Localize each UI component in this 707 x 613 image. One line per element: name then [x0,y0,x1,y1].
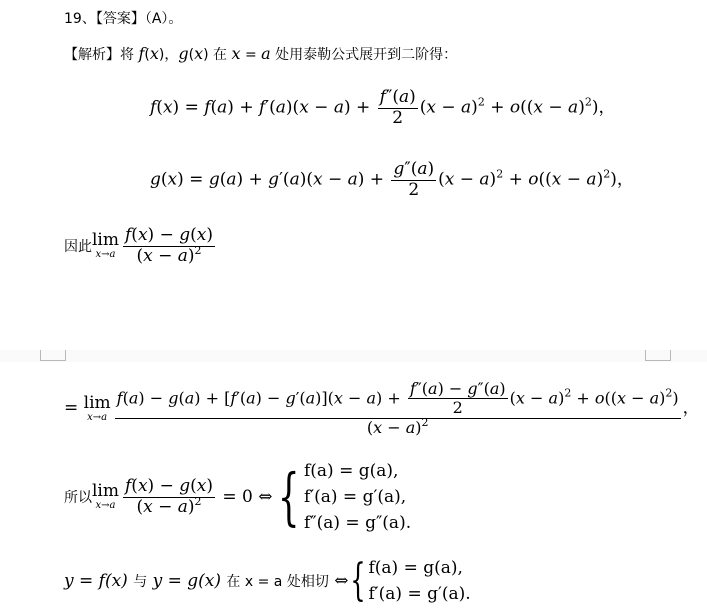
tangent-line: y = f(x) 与 y = g(x) 在 x = a 处相切 ⇔{ f(a) = g(a), f′(a) = g′(a). [64,555,471,606]
answer-text: 【答案】（A）。 [95,11,183,27]
answer-line [64,8,182,28]
limit-expression: = lim x→a f(a) − g(a) + [f′(a) − g′(a)](x − a) + $\frac{f''(a) - g''(a)}{2}$ $(x - a)^2 + o((x - a)^2)$ $(x - a)^2$ ， [64,379,700,437]
so-label: 所以 [64,490,92,506]
analysis-intro: 【解析】将 f(x)，g(x) 在 x = a 处用泰勒公式展开到二阶得： [64,44,458,63]
condition-item: f′(a) = g′(a), [303,487,407,507]
tangent-conditions [368,555,470,607]
page-corner-mark [645,350,671,361]
question-number: 19、 [64,11,96,27]
y1-expr: y = f(x) [64,571,128,591]
therefore-label: 因此 [64,239,92,256]
y2-expr: y = g(x) [152,571,222,591]
page-break [0,350,707,362]
analysis-tag: 【解析】 [64,47,120,63]
condition-item: f(a) = g(a), [303,461,399,481]
connector-text: 与 [133,574,148,590]
tangent-phrase: 在 x = a 处相切 [226,574,329,590]
f-expansion-formula: f(x) = f(a) + f′(a)(x − a) + $\frac{f''(a)}{2}$ $(x - a)^2 + o((x - a)^2)$， [150,87,616,128]
page-corner-mark [40,350,66,361]
condition-item: f′(a) = g′(a). [368,584,471,604]
g-expansion-formula: g(x) = g(a) + g′(a)(x − a) + $\frac{g''(a)}{2}$ $(x - a)^2 + o((x - a)^2)$， [150,159,634,200]
so-line: 所以 lim x→a $\frac{f(x) - g(x)}{(x - a)^2}$ = 0 ⇔{ f(a) = g(a), f′(a) = g′(a), f″(a) = g″(a). [64,458,411,536]
so-conditions [304,458,411,536]
condition-item: f(a) = g(a), [368,558,463,578]
condition-item: f″(a) = g″(a). [303,513,412,533]
therefore-line: 因此 lim x→a $\frac{f(x) - g(x)}{(x - a)^2}$ [64,225,213,266]
